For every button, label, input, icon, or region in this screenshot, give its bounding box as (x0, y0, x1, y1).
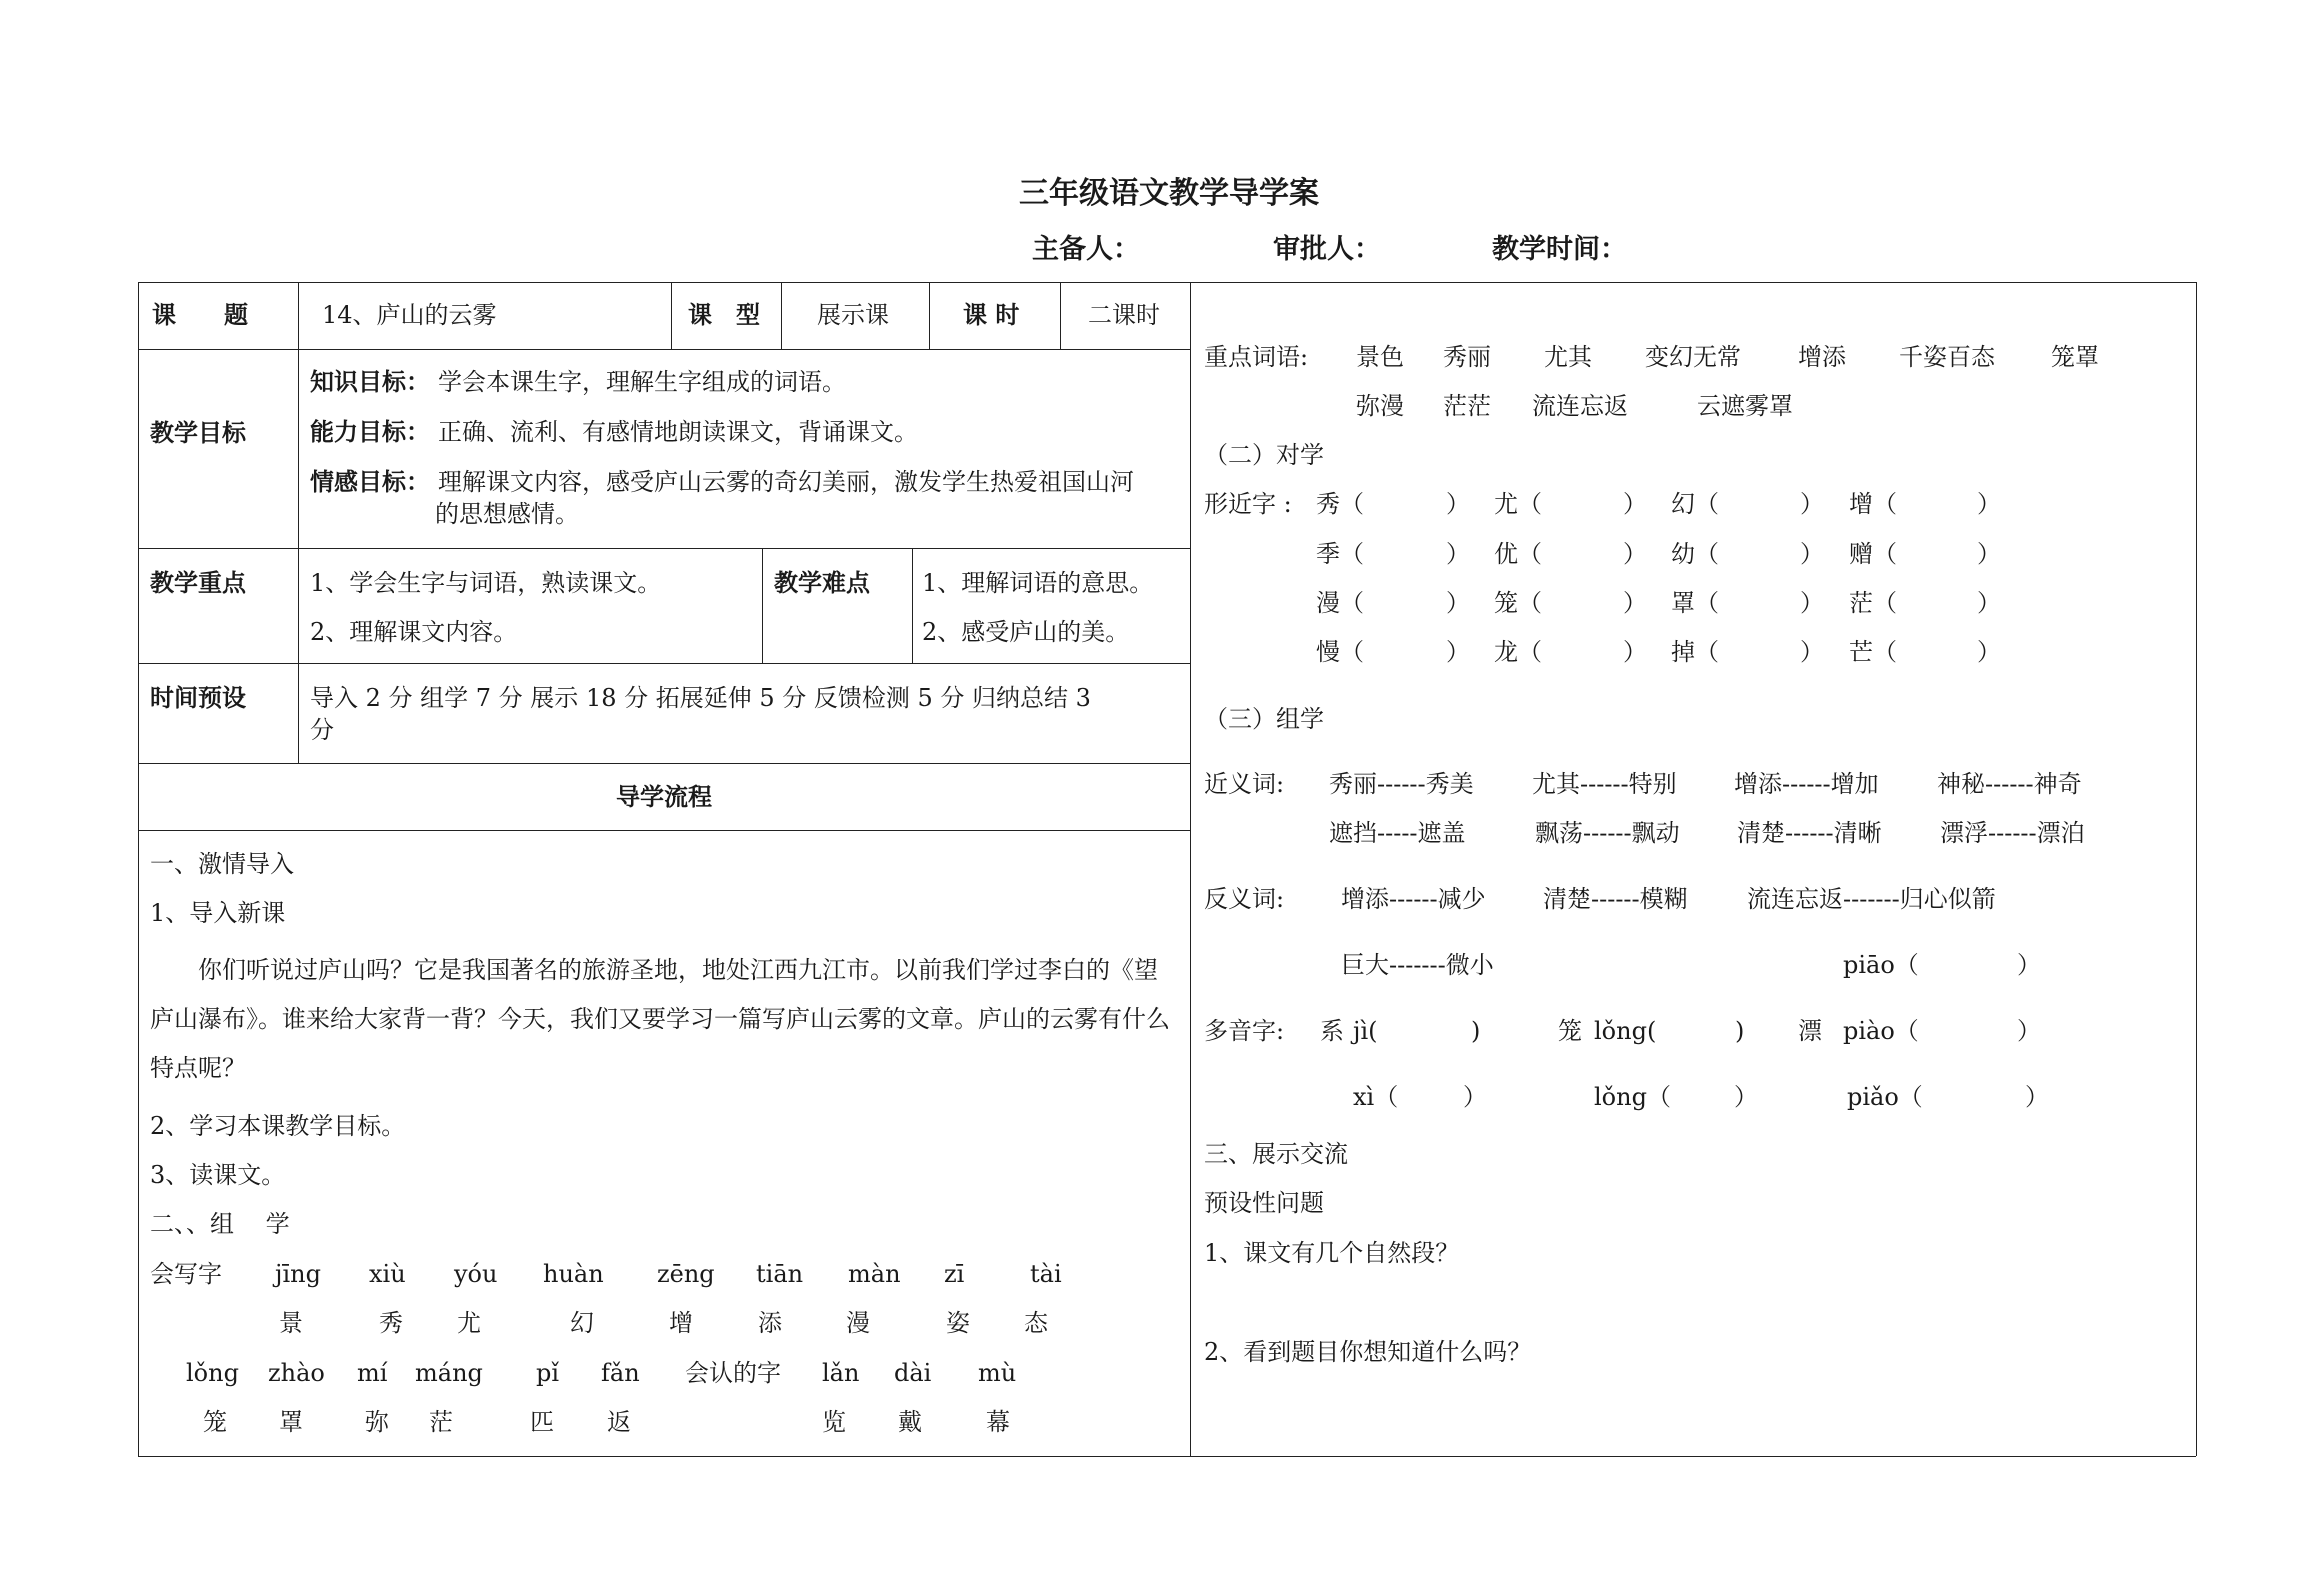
key-item-2: 2、理解课文内容。 (310, 618, 518, 646)
paren: ） (2017, 951, 2041, 979)
vocab-word-11: 云遮雾罩 (1697, 392, 1793, 420)
paren: ） (1800, 589, 1824, 617)
time-preset-text-cont: 分 (310, 716, 334, 744)
paren: ） (1800, 490, 1824, 518)
hours-label: 课 时 (963, 300, 1020, 329)
goal3-text-cont: 的思想感情。 (435, 500, 579, 528)
antonyms-label: 反义词: (1204, 885, 1285, 913)
synonym-pair: 漂浮------漂泊 (1940, 819, 2085, 847)
polyphone-char: 系 (1320, 1017, 1344, 1045)
similar-char: 茫（ (1849, 589, 1897, 617)
goal1-label: 知识目标： (310, 367, 430, 396)
zuxue-heading: （三）组学 (1204, 705, 1324, 733)
vocab-word-6: 千姿百态 (1899, 343, 1995, 371)
topic-label: 课 题 (152, 300, 248, 329)
polyphone-char: 漂 (1798, 1017, 1822, 1045)
pinyin-18: mù (978, 1359, 1017, 1387)
similar-char: 笼（ (1494, 589, 1542, 617)
char-14: 匹 (530, 1408, 554, 1436)
pinyin-17: dài (894, 1359, 932, 1387)
difficulty-label: 教学难点 (774, 568, 870, 597)
char-5: 增 (669, 1309, 693, 1337)
section-1-heading: 一、激情导入 (150, 850, 294, 878)
key-item-1: 1、学会生字与词语，熟读课文。 (310, 569, 662, 597)
paren: ) (1735, 1017, 1745, 1045)
antonym-pair: 清楚------模糊 (1543, 885, 1688, 913)
type-value: 展示课 (817, 301, 889, 329)
similar-char: 赠（ (1849, 540, 1897, 568)
char-10: 笼 (203, 1408, 227, 1436)
preset-questions-label: 预设性问题 (1204, 1189, 1324, 1217)
pinyin-blank: xì（ (1353, 1083, 1399, 1111)
vocab-word-5: 增添 (1798, 343, 1846, 371)
section-2-heading: 二、、组 学 (150, 1210, 290, 1238)
char-12: 弥 (365, 1408, 389, 1436)
type-label: 课 型 (688, 300, 760, 329)
pinyin-10: lǒng (186, 1359, 239, 1387)
synonym-pair: 飘荡------飘动 (1535, 819, 1680, 847)
paren: ） (1977, 589, 2001, 617)
goal1-text: 学会本课生字，理解生字组成的词语。 (438, 368, 846, 396)
paren: ） (1446, 638, 1470, 666)
vocab-word-1: 景色 (1356, 343, 1404, 371)
similar-chars-label: 形近字 : (1204, 490, 1292, 518)
vocab-word-10: 流连忘返 (1532, 392, 1628, 420)
pinyin-16: lǎn (822, 1359, 860, 1387)
paren: ） (1977, 490, 2001, 518)
paren: ） (1800, 540, 1824, 568)
time-preset-text: 导入 2 分 组学 7 分 展示 18 分 拓展延伸 5 分 反馈检测 5 分 归纳总结 3 (310, 684, 1091, 712)
pinyin-blank: piào（ (1843, 1017, 1919, 1045)
vocab-word-7: 笼罩 (2051, 343, 2099, 371)
similar-char: 慢（ (1316, 638, 1364, 666)
similar-char: 季（ (1316, 540, 1364, 568)
synonym-pair: 神秘------神奇 (1937, 770, 2082, 798)
char-4: 幻 (570, 1309, 594, 1337)
duixue-heading: （二）对学 (1204, 441, 1324, 469)
pinyin-12: mí (357, 1359, 388, 1387)
vocab-word-2: 秀丽 (1443, 343, 1491, 371)
char-13: 茫 (429, 1408, 453, 1436)
question-1: 1、课文有几个自然段？ (1204, 1239, 1460, 1267)
pinyin-blank: lǒng（ (1594, 1083, 1671, 1111)
paren: ） (1446, 540, 1470, 568)
antonym-pair: 巨大-------微小 (1341, 951, 1494, 979)
question-2: 2、看到题目你想知道什么吗？ (1204, 1338, 1532, 1366)
time-label: 教学时间： (1492, 234, 1627, 265)
difficulty-item-2: 2、感受庐山的美。 (922, 618, 1130, 646)
paren: ） (1623, 490, 1647, 518)
paren: ） (1623, 638, 1647, 666)
flow-header: 导学流程 (616, 782, 712, 811)
paren: ） (2025, 1083, 2049, 1111)
vocab-word-9: 茫茫 (1443, 392, 1491, 420)
key-label: 教学重点 (150, 568, 246, 597)
intro-paragraph: 你们听说过庐山吗？它是我国著名的旅游圣地，地处江西九江市。以前我们学过李白的《望庐山瀑布》。谁来给大家背一背？今天，我们又要学习一篇写庐山云雾的文章。庐山的云雾有什么特点呢？ (150, 956, 1170, 1082)
section-3-heading: 三、展示交流 (1204, 1140, 1348, 1168)
synonym-pair: 增添------增加 (1734, 770, 1879, 798)
pinyin-blank: lǒng( (1594, 1017, 1657, 1045)
pinyin-3: yóu (454, 1260, 498, 1288)
hours-value: 二课时 (1088, 301, 1160, 329)
write-chars-label: 会写字 (150, 1260, 222, 1288)
similar-char: 幻（ (1671, 490, 1719, 518)
goal3-label: 情感目标： (310, 467, 430, 496)
synonym-pair: 尤其------特别 (1532, 770, 1677, 798)
char-9: 态 (1024, 1309, 1048, 1337)
pinyin-1: jīng (275, 1260, 321, 1288)
char-8: 姿 (946, 1309, 970, 1337)
polyphone-label: 多音字: (1204, 1017, 1285, 1045)
vocab-word-4: 变幻无常 (1645, 343, 1741, 371)
page-title: 三年级语文教学导学案 (1019, 176, 1319, 211)
similar-char: 秀（ (1316, 490, 1364, 518)
pinyin-blank: piāo（ (1843, 951, 1919, 979)
read-chars-label: 会认的字 (685, 1359, 781, 1387)
similar-char: 芒（ (1849, 638, 1897, 666)
char-6: 添 (758, 1309, 782, 1337)
similar-char: 幼（ (1671, 540, 1719, 568)
time-preset-label: 时间预设 (150, 683, 246, 712)
pinyin-blank: jì( (1353, 1017, 1378, 1045)
paren: ） (1446, 490, 1470, 518)
char-7: 漫 (846, 1309, 870, 1337)
pinyin-15: fǎn (601, 1359, 640, 1387)
similar-char: 漫（ (1316, 589, 1364, 617)
topic-value: 14、庐山的云雾 (322, 301, 497, 329)
approver-label: 审批人： (1273, 234, 1381, 265)
antonym-pair: 增添------减少 (1341, 885, 1486, 913)
char-16: 览 (822, 1408, 846, 1436)
section-1-item-3: 3、读课文。 (150, 1161, 286, 1189)
pinyin-7: màn (848, 1260, 901, 1288)
pinyin-8: zī (944, 1260, 965, 1288)
antonym-pair: 流连忘返-------归心似箭 (1747, 885, 1996, 913)
pinyin-9: tài (1030, 1260, 1062, 1288)
similar-char: 龙（ (1494, 638, 1542, 666)
paren: ） (1977, 540, 2001, 568)
vocab-word-3: 尤其 (1544, 343, 1592, 371)
goal2-label: 能力目标： (310, 417, 430, 446)
similar-char: 尤（ (1494, 490, 1542, 518)
char-17: 戴 (898, 1408, 922, 1436)
pinyin-5: zēng (657, 1260, 715, 1288)
synonym-pair: 清楚------清晰 (1737, 819, 1882, 847)
paren: ) (1471, 1017, 1481, 1045)
char-1: 景 (279, 1309, 303, 1337)
synonym-pair: 遮挡-----遮盖 (1329, 819, 1466, 847)
pinyin-14: pǐ (536, 1359, 560, 1387)
section-1-item-1: 1、导入新课 (150, 899, 286, 927)
paren: ） (1977, 638, 2001, 666)
paren: ） (1463, 1083, 1487, 1111)
paren: ） (2017, 1017, 2041, 1045)
pinyin-13: máng (415, 1359, 483, 1387)
synonym-pair: 秀丽------秀美 (1329, 770, 1474, 798)
char-2: 秀 (379, 1309, 403, 1337)
similar-char: 优（ (1494, 540, 1542, 568)
similar-char: 增（ (1849, 490, 1897, 518)
pinyin-4: huàn (543, 1260, 604, 1288)
char-11: 罩 (279, 1408, 303, 1436)
vocab-label: 重点词语: (1204, 343, 1309, 371)
pinyin-6: tiān (756, 1260, 804, 1288)
goal3-text: 理解课文内容，感受庐山云雾的奇幻美丽，激发学生热爱祖国山河 (438, 468, 1134, 496)
paren: ） (1623, 540, 1647, 568)
pinyin-11: zhào (268, 1359, 325, 1387)
section-1-item-2: 2、学习本课教学目标。 (150, 1112, 406, 1140)
pinyin-blank: piǎo（ (1847, 1083, 1923, 1111)
paren: ） (1623, 589, 1647, 617)
goals-label: 教学目标 (150, 418, 246, 447)
polyphone-char: 笼 (1558, 1017, 1582, 1045)
char-3: 尤 (457, 1309, 481, 1337)
paren: ） (1734, 1083, 1758, 1111)
paren: ） (1446, 589, 1470, 617)
pinyin-2: xiù (369, 1260, 406, 1288)
paren: ） (1800, 638, 1824, 666)
vocab-word-8: 弥漫 (1356, 392, 1404, 420)
similar-char: 罩（ (1671, 589, 1719, 617)
preparer-label: 主备人： (1032, 234, 1140, 265)
difficulty-item-1: 1、理解词语的意思。 (922, 569, 1154, 597)
char-18: 幕 (986, 1408, 1010, 1436)
synonyms-label: 近义词: (1204, 770, 1285, 798)
goal2-text: 正确、流利、有感情地朗读课文，背诵课文。 (438, 418, 918, 446)
char-15: 返 (607, 1408, 631, 1436)
similar-char: 掉（ (1671, 638, 1719, 666)
